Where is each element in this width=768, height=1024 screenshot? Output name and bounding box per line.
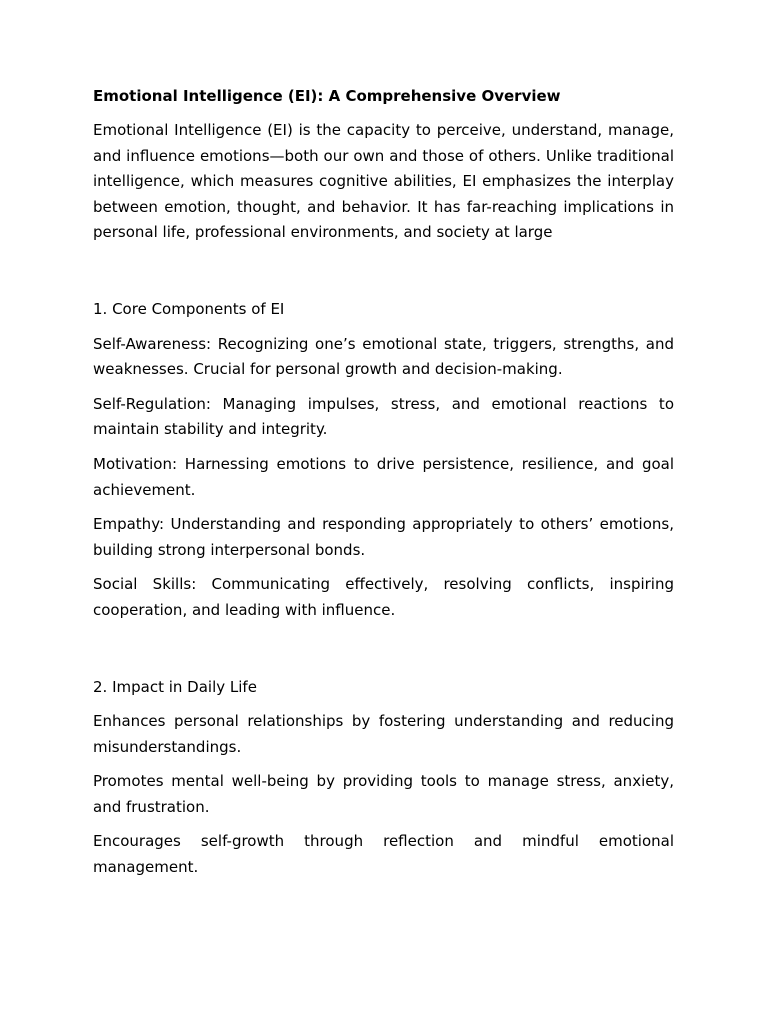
paragraph-self-regulation: Self-Regulation: Managing impulses, stress, and emotional reactions to maintain stability and integrity.: [93, 394, 674, 439]
section-heading-core-components: 1. Core Components of EI: [93, 299, 285, 318]
paragraph-motivation: Motivation: Harnessing emotions to drive persistence, resilience, and goal achievement.: [93, 454, 674, 499]
paragraph-self-awareness: Self-Awareness: Recognizing one’s emotional state, triggers, strengths, and weaknesses. Crucial for personal growth and decision-making.: [93, 334, 674, 379]
intro-paragraph: Emotional Intelligence (EI) is the capacity to perceive, understand, manage, and influence emotions—both our own and those of others. Unlike traditional intelligence, which measures cognitive abilities, EI emphasizes the interplay between emotion, thought, and behavior. It has far-reaching implications in personal life, professional environments, and society at large: [93, 121, 674, 242]
section-heading-daily-life: 2. Impact in Daily Life: [93, 677, 257, 696]
paragraph-relationships: Enhances personal relationships by fostering understanding and reducing misunderstandings.: [93, 712, 674, 756]
paragraph-self-growth: Encourages self-growth through reflection and mindful emotional management.: [93, 832, 674, 877]
paragraph-social-skills: Social Skills: Communicating effectively, resolving conflicts, inspiring cooperation, and leading with influence.: [93, 575, 674, 619]
paragraph-well-being: Promotes mental well-being by providing tools to manage stress, anxiety, and frustration.: [93, 772, 674, 816]
document-title: Emotional Intelligence (EI): A Comprehensive Overview: [93, 87, 561, 105]
document-body: [93, 86, 674, 890]
paragraph-empathy: Empathy: Understanding and responding appropriately to others’ emotions, building strong interpersonal bonds.: [93, 515, 674, 559]
